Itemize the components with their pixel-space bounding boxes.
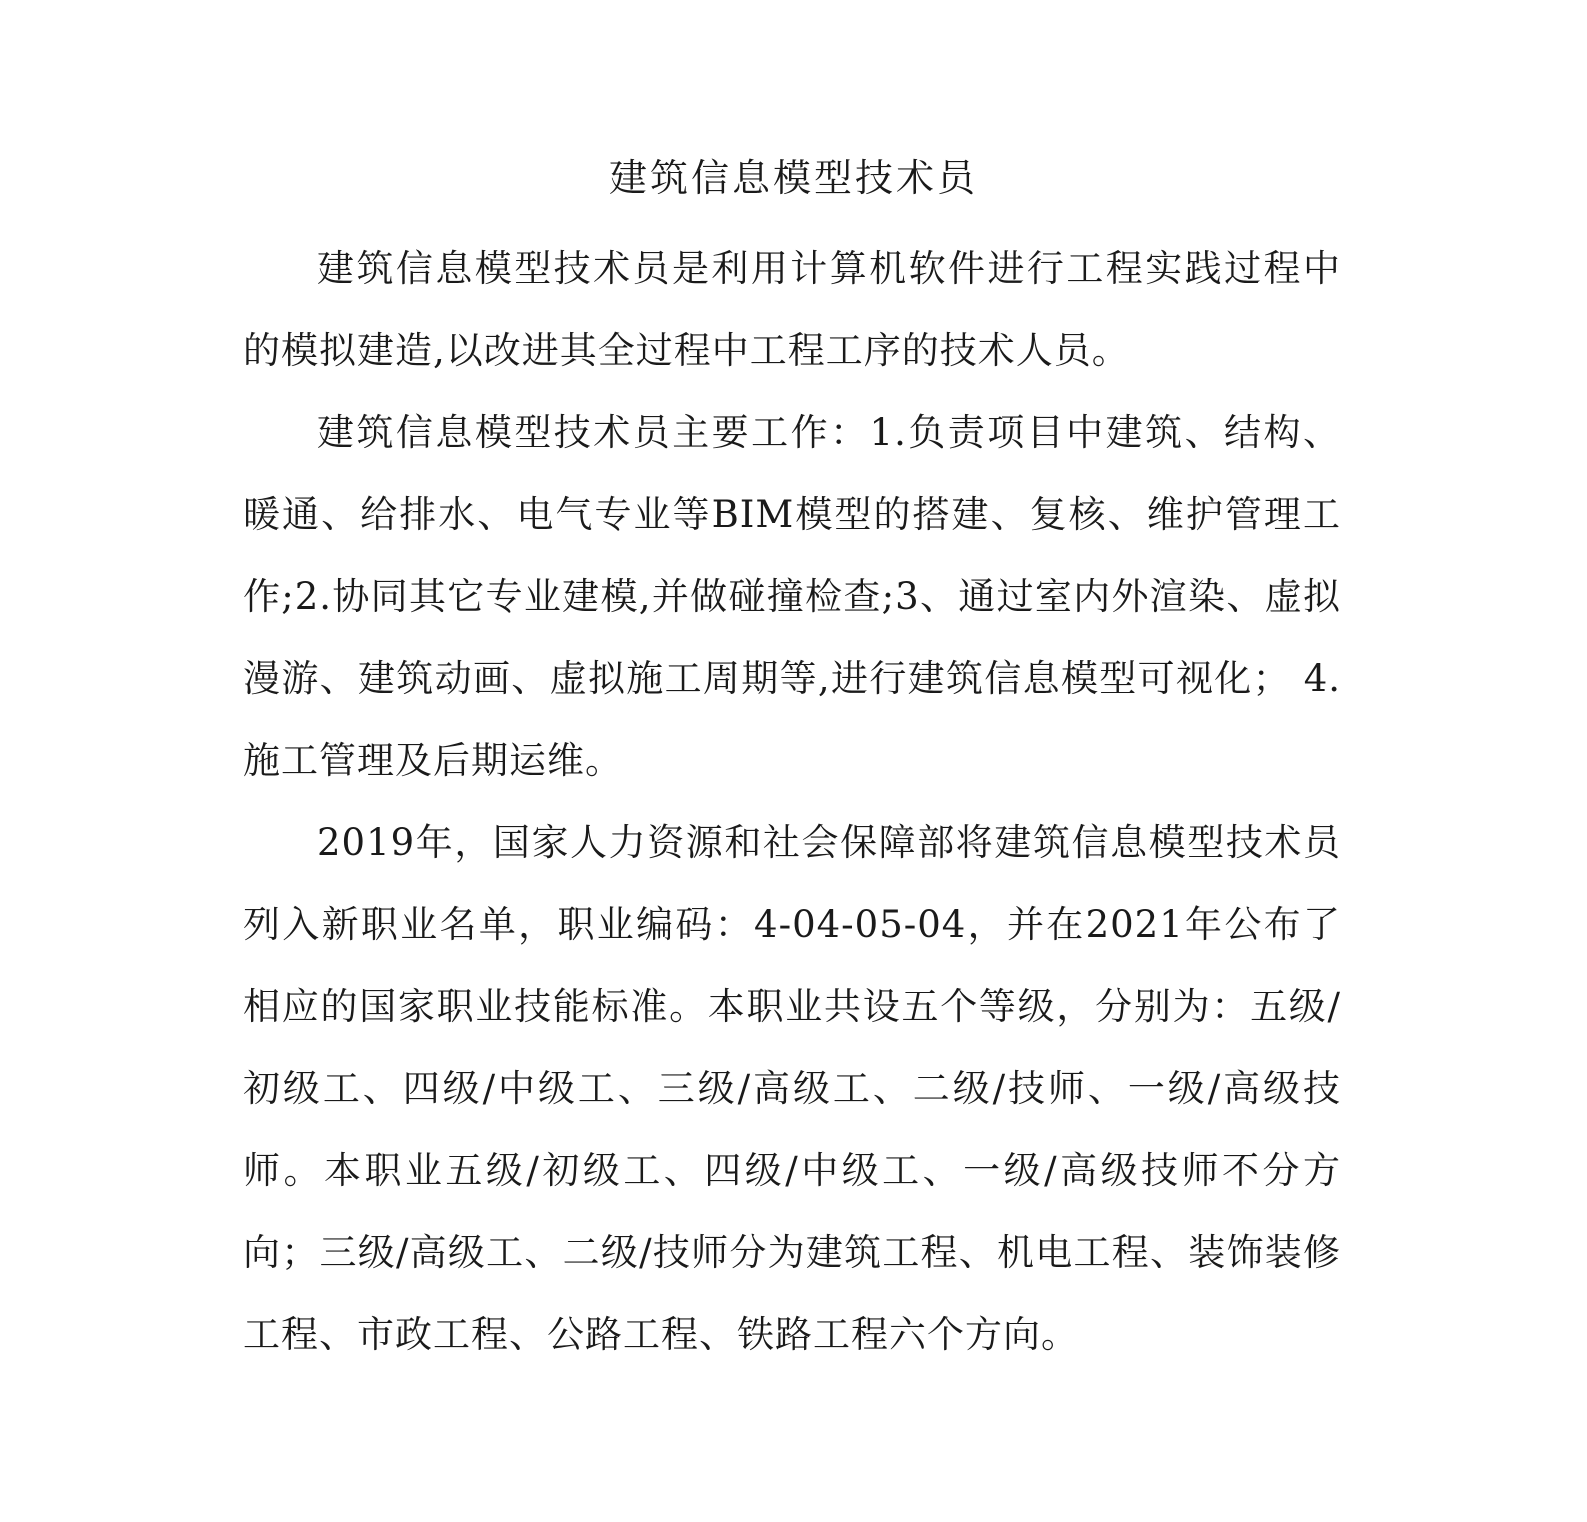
paragraph-main-work: 建筑信息模型技术员主要工作：1.负责项目中建筑、结构、暖通、给排水、电气专业等BIM模型的搭建、复核、维护管理工作;2.协同其它专业建模,并做碰撞检查;3、通过室内外渲染、虚拟漫游、建筑动画、虚拟施工周期等,进行建筑信息模型可视化； 4.施工管理及后期运维。 [243, 411, 1341, 782]
document-title: 建筑信息模型技术员 [608, 156, 978, 200]
paragraph-standard: 2019年，国家人力资源和社会保障部将建筑信息模型技术员列入新职业名单，职业编码：4-04-05-04，并在2021年公布了相应的国家职业技能标准。本职业共设五个等级，分别为：五级/初级工、四级/中级工、三级/高级工、二级/技师、一级/高级技师。本职业五级/初级工、四级/中级工、一级/高级技师不分方向；三级/高级工、二级/技师分为建筑工程、机电工程、装饰装修工程、市政工程、公路工程、铁路工程六个方向。 [243, 821, 1341, 1356]
paragraph-definition: 建筑信息模型技术员是利用计算机软件进行工程实践过程中的模拟建造,以改进其全过程中工程工序的技术人员。 [243, 247, 1341, 372]
document-body [243, 228, 1341, 1376]
